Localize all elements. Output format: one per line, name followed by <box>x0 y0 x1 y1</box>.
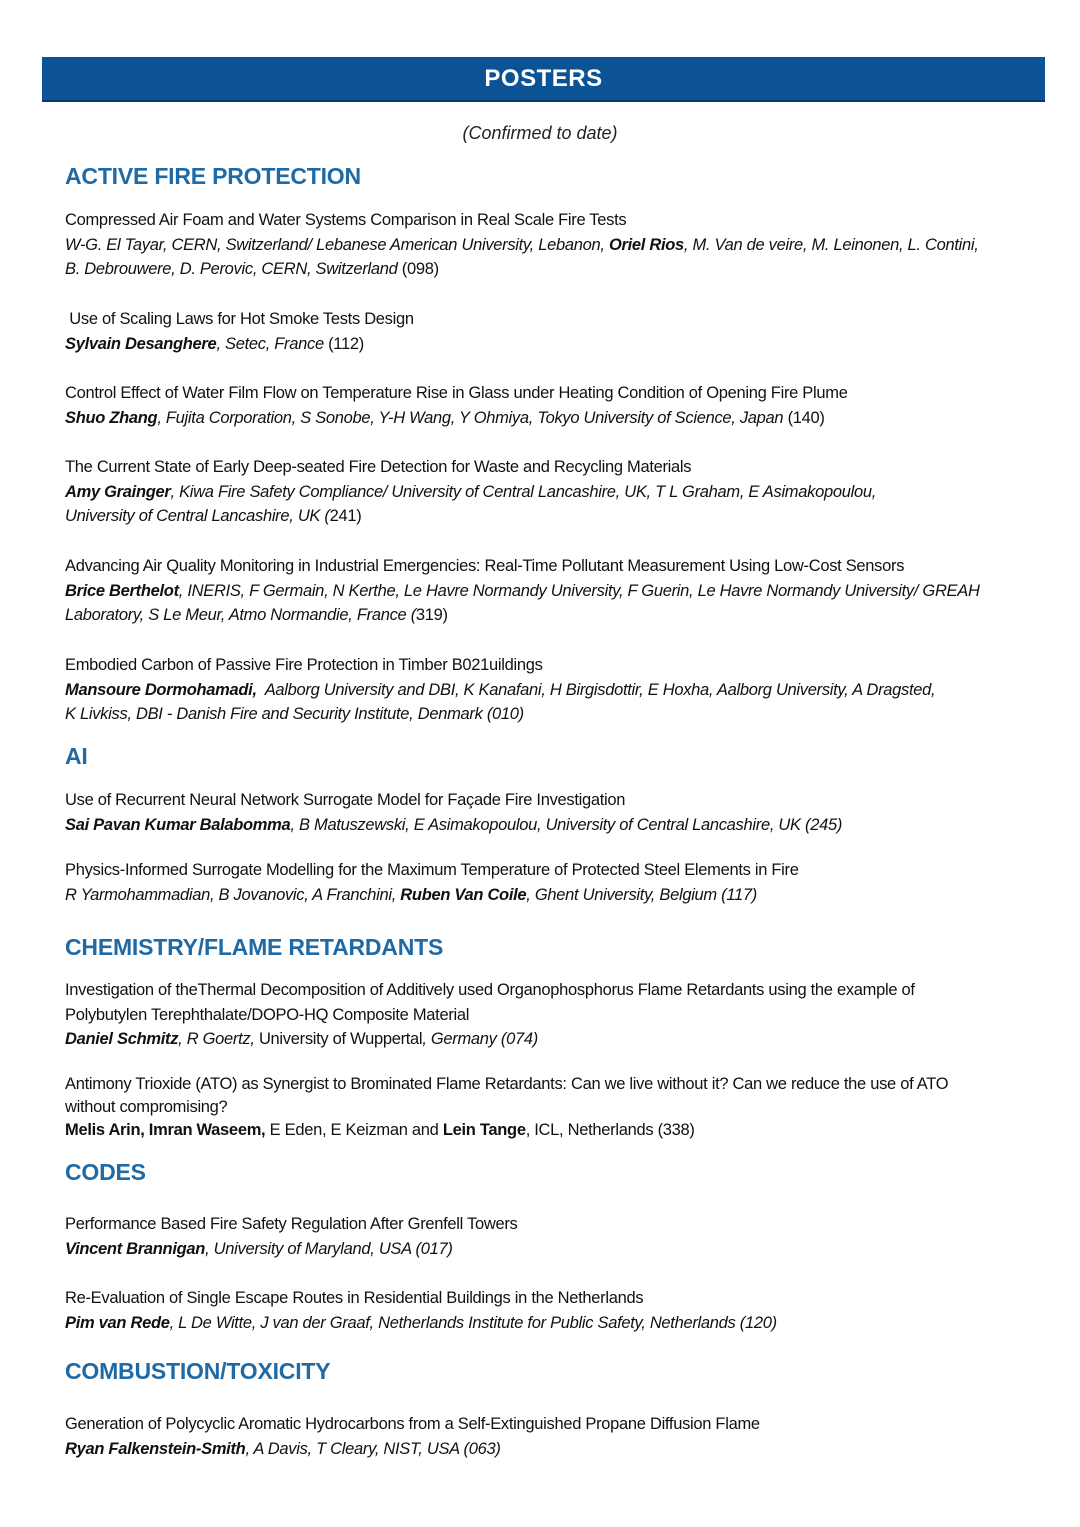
poster-entry <box>65 455 1025 529</box>
poster-title: The Current State of Early Deep-seated Fire Detection for Waste and Recycling Materials <box>65 458 692 476</box>
poster-entry <box>65 381 1025 430</box>
page-subtitle: (Confirmed to date) <box>462 123 618 143</box>
poster-authors: R Yarmohammadian, B Jovanovic, A Franchini, Ruben Van Coile, Ghent University, Belgium (117) <box>65 885 757 904</box>
poster-title-cont: without compromising? <box>65 1098 228 1116</box>
poster-authors: Pim van Rede, L De Witte, J van der Graaf, Netherlands Institute for Public Safety, Netherlands (120) <box>65 1313 777 1332</box>
poster-entry <box>65 653 1025 727</box>
poster-code: 241) <box>329 507 362 525</box>
poster-authors: Sylvain Desanghere, Setec, France (112) <box>65 334 364 353</box>
poster-entry <box>65 978 1025 1052</box>
poster-authors: Ryan Falkenstein-Smith, A Davis, T Cleary, NIST, USA (063) <box>65 1439 501 1458</box>
poster-authors: Amy Grainger, Kiwa Fire Safety Compliance/ University of Central Lancashire, UK, T L Graham, E Asimakopoulou, <box>65 482 876 501</box>
poster-authors: Daniel Schmitz, R Goertz, University of Wuppertal, Germany (074) <box>65 1030 538 1048</box>
poster-code: 319) <box>415 606 448 624</box>
poster-authors: Mansoure Dormohamadi, Aalborg University and DBI, K Kanafani, H Birgisdottir, E Hoxha, Aalborg University, A Dragsted, <box>65 680 936 699</box>
section-heading-chemistry-flame-retardants: CHEMISTRY/FLAME RETARDANTS <box>65 934 444 960</box>
poster-title: Advancing Air Quality Monitoring in Industrial Emergencies: Real-Time Pollutant Measurement Using Low-Cost Sensors <box>65 557 905 575</box>
poster-code: (140) <box>787 408 825 427</box>
poster-entry <box>65 1212 1025 1261</box>
poster-authors: Melis Arin, Imran Waseem, E Eden, E Keizman and Lein Tange, ICL, Netherlands (338) <box>65 1121 695 1139</box>
poster-title: Use of Scaling Laws for Hot Smoke Tests Design <box>65 310 414 328</box>
poster-title: Performance Based Fire Safety Regulation After Grenfell Towers <box>65 1215 518 1233</box>
section-heading-active-fire-protection: ACTIVE FIRE PROTECTION <box>65 163 361 189</box>
poster-authors-cont: University of Central Lancashire, UK (241) <box>65 507 362 525</box>
poster-entry <box>65 788 1025 837</box>
page-title: POSTERS <box>484 64 603 92</box>
poster-title: Antimony Trioxide (ATO) as Synergist to Brominated Flame Retardants: Can we live without it? Can we reduce the use of ATO <box>65 1075 949 1093</box>
poster-authors-cont: K Livkiss, DBI - Danish Fire and Security Institute, Denmark (010) <box>65 705 524 723</box>
poster-entry <box>65 307 1025 356</box>
poster-title: Embodied Carbon of Passive Fire Protection in Timber B021uildings <box>65 656 543 674</box>
poster-authors: W-G. El Tayar, CERN, Switzerland/ Lebanese American University, Lebanon, Oriel Rios, M. Van de veire, M. Leinonen, L. Contini, <box>65 235 979 254</box>
poster-code: (112) <box>328 334 364 353</box>
poster-authors-cont: Laboratory, S Le Meur, Atmo Normandie, France (319) <box>65 606 448 624</box>
poster-entry <box>65 1412 1025 1461</box>
poster-title: Generation of Polycyclic Aromatic Hydrocarbons from a Self-Extinguished Propane Diffusion Flame <box>65 1415 760 1433</box>
poster-authors: Brice Berthelot, INERIS, F Germain, N Kerthe, Le Havre Normandy University, F Guerin, Le Havre Normandy University/ GREAH <box>65 581 980 600</box>
poster-code: (098) <box>401 260 439 278</box>
poster-title: Physics-Informed Surrogate Modelling for the Maximum Temperature of Protected Steel Elements in Fire <box>65 861 799 879</box>
poster-entry <box>65 554 1025 628</box>
section-heading-ai: AI <box>65 743 88 769</box>
poster-authors-cont: B. Debrouwere, D. Perovic, CERN, Switzerland (098) <box>65 260 439 278</box>
poster-title: Use of Recurrent Neural Network Surrogate Model for Façade Fire Investigation <box>65 791 626 809</box>
poster-authors: Vincent Brannigan, University of Maryland, USA (017) <box>65 1239 453 1258</box>
poster-entry <box>65 1073 1025 1142</box>
poster-title: Compressed Air Foam and Water Systems Comparison in Real Scale Fire Tests <box>65 211 627 229</box>
poster-title: Control Effect of Water Film Flow on Temperature Rise in Glass under Heating Condition of Opening Fire Plume <box>65 384 848 402</box>
poster-authors: Shuo Zhang, Fujita Corporation, S Sonobe, Y-H Wang, Y Ohmiya, Tokyo University of Science, Japan (140) <box>65 408 825 427</box>
section-heading-codes: CODES <box>65 1159 146 1185</box>
poster-title: Investigation of theThermal Decomposition of Additively used Organophosphorus Flame Retardants using the example of <box>65 981 915 999</box>
poster-title: Re-Evaluation of Single Escape Routes in Residential Buildings in the Netherlands <box>65 1289 644 1307</box>
section-heading-combustion-toxicity: COMBUSTION/TOXICITY <box>65 1358 331 1384</box>
posters-banner <box>42 57 1045 102</box>
poster-entry <box>65 208 1025 282</box>
poster-entry <box>65 858 1025 907</box>
poster-title-cont: Polybutylen Terephthalate/DOPO-HQ Composite Material <box>65 1005 470 1024</box>
poster-authors: Sai Pavan Kumar Balabomma, B Matuszewski, E Asimakopoulou, University of Central Lancashire, UK (245) <box>65 815 843 834</box>
poster-entry <box>65 1286 1025 1335</box>
